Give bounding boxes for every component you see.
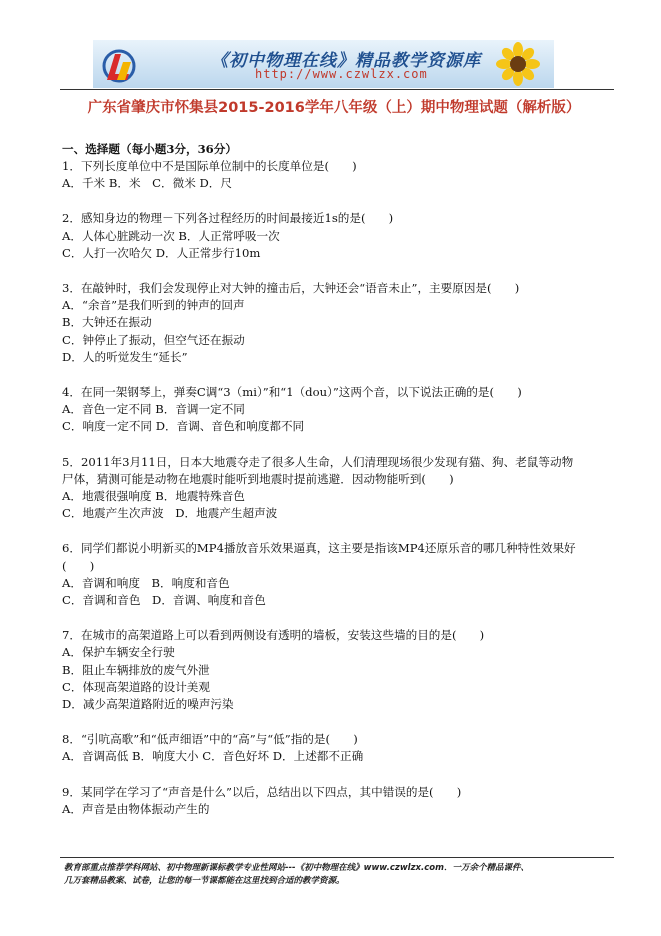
question-option: A．保护车辆安全行驶: [62, 645, 175, 660]
question-option: A．“余音”是我们听到的钟声的回声: [62, 298, 245, 313]
question-block: [62, 454, 610, 523]
question-option: D．人的听觉发生“延长”: [62, 349, 188, 364]
question-option: C．响度一定不同 D．音调、音色和响度都不同: [62, 419, 305, 434]
question-block: [62, 384, 610, 436]
header-banner: [93, 40, 554, 88]
header-divider: [60, 89, 614, 90]
site-logo: [99, 44, 139, 84]
question-option: A．声音是由物体振动产生的: [62, 801, 210, 816]
banner-url[interactable]: http://www.czwlzx.com: [255, 67, 428, 81]
questions-container: [62, 158, 610, 818]
question-option: A．人体心脏跳动一次 B．人正常呼吸一次: [62, 228, 280, 243]
question-stem: 8．“引吭高歌”和“低声细语”中的“高”与“低”指的是( ): [62, 732, 358, 747]
question-option: C．人打一次哈欠 D．人正常步行10m: [62, 245, 261, 260]
question-block: [62, 784, 610, 818]
question-stem: 9．某同学在学习了“声音是什么”以后，总结出以下四点，其中错误的是( ): [62, 784, 462, 799]
footer-line-2: 几万套精品教案、试卷，让您的每一节课都能在这里找到合适的教学资源。: [64, 876, 345, 886]
question-stem: 5．2011年3月11日，日本大地震夺走了很多人生命，人们清理现场很少发现有猫、狗、老鼠等动物: [62, 454, 574, 469]
question-option: A．音色一定不同 B．音调一定不同: [62, 402, 245, 417]
question-stem: 4．在同一架钢琴上，弹奏C调“3（mi）”和“1（dou）”这两个音，以下说法正确的是( ): [62, 385, 522, 400]
question-block: [62, 158, 610, 192]
question-option: A．音调和响度 B．响度和音色: [62, 575, 230, 590]
question-stem: 1．下列长度单位中不是国际单位制中的长度单位是( ): [62, 159, 357, 173]
question-option: D．减少高架道路附近的噪声污染: [62, 697, 234, 712]
question-list: [62, 140, 610, 818]
question-stem: 3．在敲钟时，我们会发现停止对大钟的撞击后，大钟还会“语音未止”，主要原因是( ): [62, 281, 520, 296]
section-heading: 一、选择题（每小题3分，36分）: [62, 142, 237, 156]
question-stem: 6．同学们都说小明新买的MP4播放音乐效果逼真，这主要是指该MP4还原乐音的哪几种特性效果好: [62, 541, 576, 556]
question-option: B．大钟还在振动: [62, 315, 152, 330]
question-block: [62, 540, 610, 609]
question-option: A．地震很强响度 B．地震特殊音色: [62, 489, 245, 504]
question-option: A．千米 B．米 C．微米 D．尺: [62, 176, 232, 191]
question-option: C．音调和音色 D．音调、响度和音色: [62, 593, 266, 608]
footer-divider: [60, 857, 614, 858]
question-stem: 尸体，猜测可能是动物在地震时能听到地震时提前逃避．因动物能听到( ): [62, 471, 454, 486]
question-block: [62, 627, 610, 713]
question-stem: 2．感知身边的物理－下列各过程经历的时间最接近1s的是( ): [62, 211, 394, 226]
document-title: 广东省肇庆市怀集县2015-2016学年八年级（上）期中物理试题（解析版）: [87, 100, 581, 116]
question-block: [62, 210, 610, 262]
sunflower-icon: [490, 42, 546, 86]
footer: [64, 862, 604, 888]
question-stem: ( ): [62, 558, 95, 573]
question-option: C．体现高架道路的设计美观: [62, 679, 210, 694]
question-option: C．地震产生次声波 D．地震产生超声波: [62, 506, 278, 521]
question-option: A．音调高低 B．响度大小 C．音色好坏 D．上述都不正确: [62, 749, 364, 764]
question-stem: 7．在城市的高架道路上可以看到两侧设有透明的墙板，安装这些墙的目的是( ): [62, 628, 485, 643]
question-block: [62, 731, 610, 765]
question-option: C．钟停止了振动，但空气还在振动: [62, 332, 245, 347]
question-block: [62, 280, 610, 366]
banner-title: 《初中物理在线》精品教学资源库: [211, 51, 481, 71]
question-option: B．阻止车辆排放的废气外泄: [62, 662, 210, 677]
footer-line-1: 教育部重点推荐学科网站、初中物理新课标教学专业性网站---《初中物理在线》www.czwlzx.com．一万余个精品课件、: [64, 863, 529, 873]
